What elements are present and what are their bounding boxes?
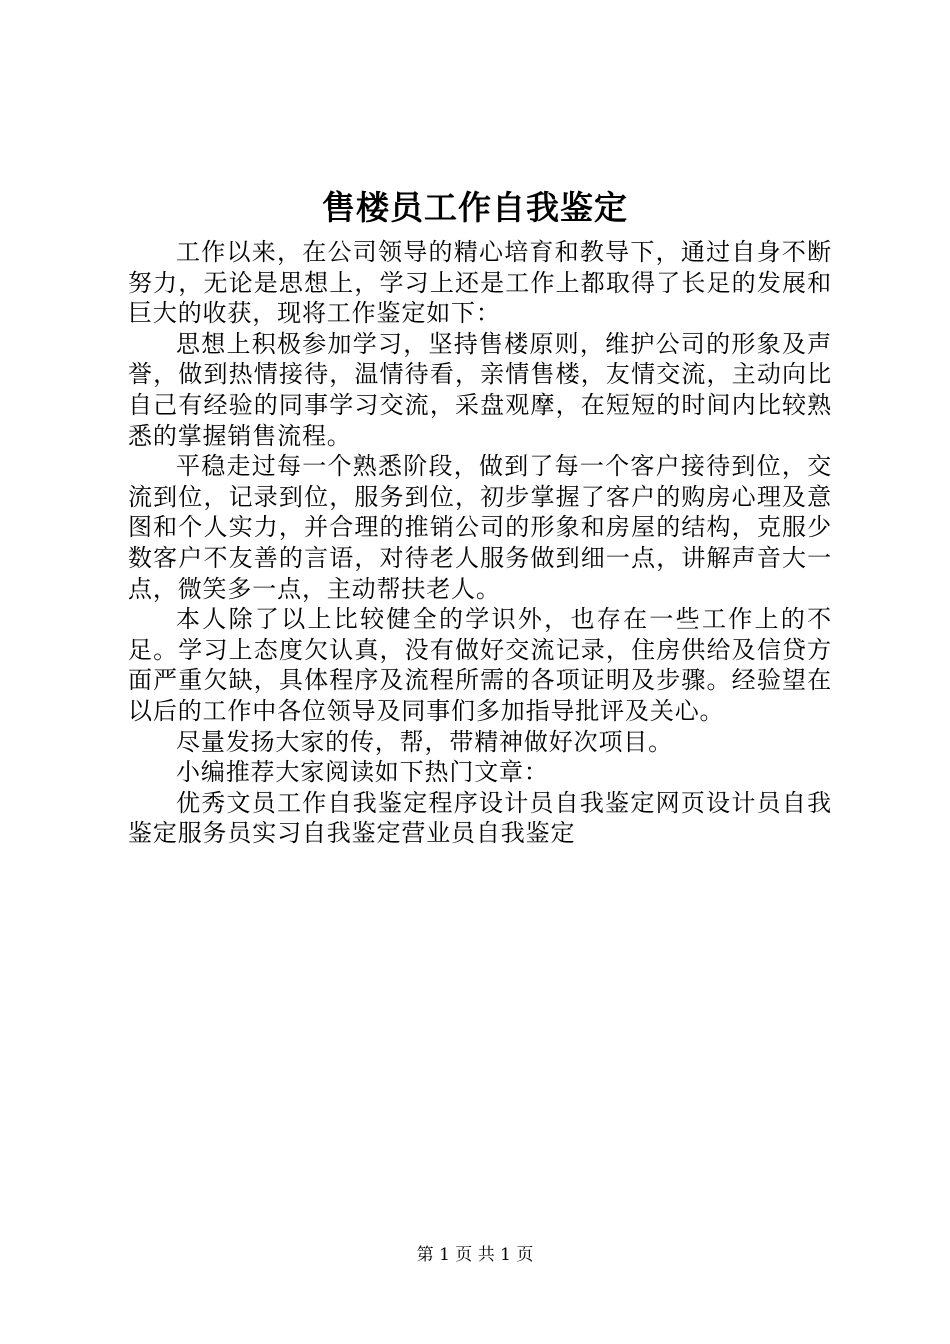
page-number-label: 第 1 页 共 1 页	[416, 1245, 534, 1265]
paragraph-spirit: 尽量发扬大家的传，帮，带精神做好次项目。	[176, 727, 673, 756]
paragraph-service: 平稳走过每一个熟悉阶段，做到了每一个客户接待到位，交流到位，记录到位，服务到位，初步掌握了客户的购房心理及意图和个人实力，并合理的推销公司的形象和房屋的结构，克服少数客户不友善的言语，对待老人服务做到细一点，讲解声音大一点，微笑多一点，主动帮扶老人。	[128, 452, 832, 603]
document-body	[128, 237, 832, 849]
page-footer	[0, 1243, 950, 1267]
paragraph-shortcomings: 本人除了以上比较健全的学识外，也存在一些工作上的不足。学习上态度欠认真，没有做好交流记录，住房供给及信贷方面严重欠缺，具体程序及流程所需的各项证明及步骤。经验望在以后的工作中各位领导及同事们多加指导批评及关心。	[128, 605, 832, 725]
paragraph-recommend-intro: 小编推荐大家阅读如下热门文章：	[176, 758, 549, 787]
document-title: 售楼员工作自我鉴定	[322, 188, 628, 227]
paragraph-thinking: 思想上积极参加学习，坚持售楼原则，维护公司的形象及声誉，做到热情接待，温情待看，亲情售楼，友情交流，主动向比自己有经验的同事学习交流，采盘观摩，在短短的时间内比较熟悉的掌握销售流程。	[128, 329, 832, 450]
paragraph-recommended-articles: 优秀文员工作自我鉴定程序设计员自我鉴定网页设计员自我鉴定服务员实习自我鉴定营业员自我鉴定	[128, 788, 832, 848]
paragraph-intro: 工作以来，在公司领导的精心培育和教导下，通过自身不断努力，无论是思想上，学习上还是工作上都取得了长足的发展和巨大的收获，现将工作鉴定如下：	[128, 238, 832, 328]
